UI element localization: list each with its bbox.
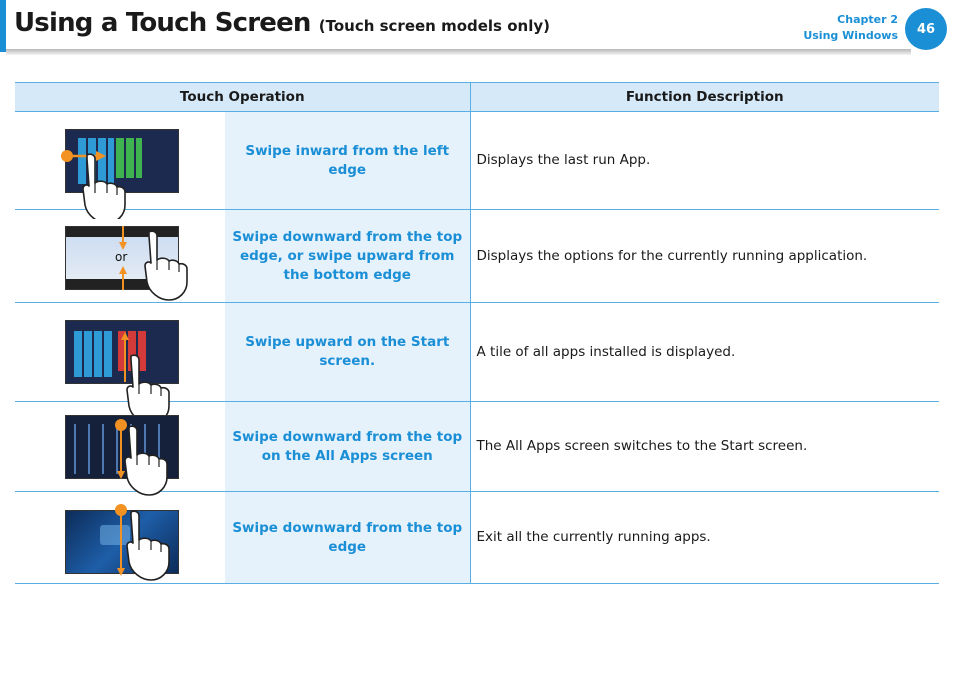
chapter-number: Chapter 2 <box>837 13 898 26</box>
table-row <box>15 112 939 210</box>
table-row <box>15 303 939 402</box>
gesture-illustration-cell <box>15 210 225 303</box>
page-number-badge: 46 <box>905 8 947 50</box>
title-main: Using a Touch Screen <box>14 8 311 38</box>
function-description-text: The All Apps screen switches to the Start screen. <box>470 402 939 492</box>
col-touch-operation: Touch Operation <box>15 83 470 112</box>
page-title <box>14 8 550 38</box>
table-row <box>15 210 939 303</box>
table-header-row <box>15 83 939 112</box>
touch-operation-text: Swipe inward from the left edge <box>225 112 470 210</box>
table-row <box>15 402 939 492</box>
or-label: or <box>115 250 128 264</box>
touch-operation-text: Swipe downward from the top edge <box>225 492 470 584</box>
swipe-up-start-illustration <box>15 312 225 392</box>
chapter-name[interactable]: Using Windows <box>803 29 898 42</box>
touch-operation-text: Swipe upward on the Start screen. <box>225 303 470 402</box>
touch-point-icon <box>61 150 73 162</box>
gesture-illustration-cell <box>15 112 225 210</box>
function-description-text: Exit all the currently running apps. <box>470 492 939 584</box>
hand-gesture-icon <box>61 139 131 219</box>
swipe-left-edge-illustration <box>15 121 225 201</box>
table-row <box>15 492 939 584</box>
hand-gesture-icon <box>123 508 173 582</box>
accent-bar <box>0 0 6 52</box>
col-function-description: Function Description <box>470 83 939 112</box>
touch-operations-table <box>15 82 939 584</box>
title-subtitle: (Touch screen models only) <box>318 17 550 35</box>
swipe-top-bottom-illustration <box>15 216 225 296</box>
function-description-text: Displays the last run App. <box>470 112 939 210</box>
swipe-down-close-illustration <box>15 498 225 578</box>
header-divider <box>6 49 911 55</box>
touch-operation-text: Swipe downward from the top edge, or swipe upward from the bottom edge <box>225 210 470 303</box>
chapter-info <box>803 12 898 44</box>
gesture-illustration-cell <box>15 492 225 584</box>
function-description-text: Displays the options for the currently running application. <box>470 210 939 303</box>
touch-operation-text: Swipe downward from the top on the All Apps screen <box>225 402 470 492</box>
function-description-text: A tile of all apps installed is displayed. <box>470 303 939 402</box>
hand-gesture-icon <box>141 228 191 302</box>
gesture-illustration-cell <box>15 402 225 492</box>
gesture-illustration-cell <box>15 303 225 402</box>
swipe-down-all-apps-illustration <box>15 407 225 487</box>
hand-gesture-icon <box>121 423 171 497</box>
